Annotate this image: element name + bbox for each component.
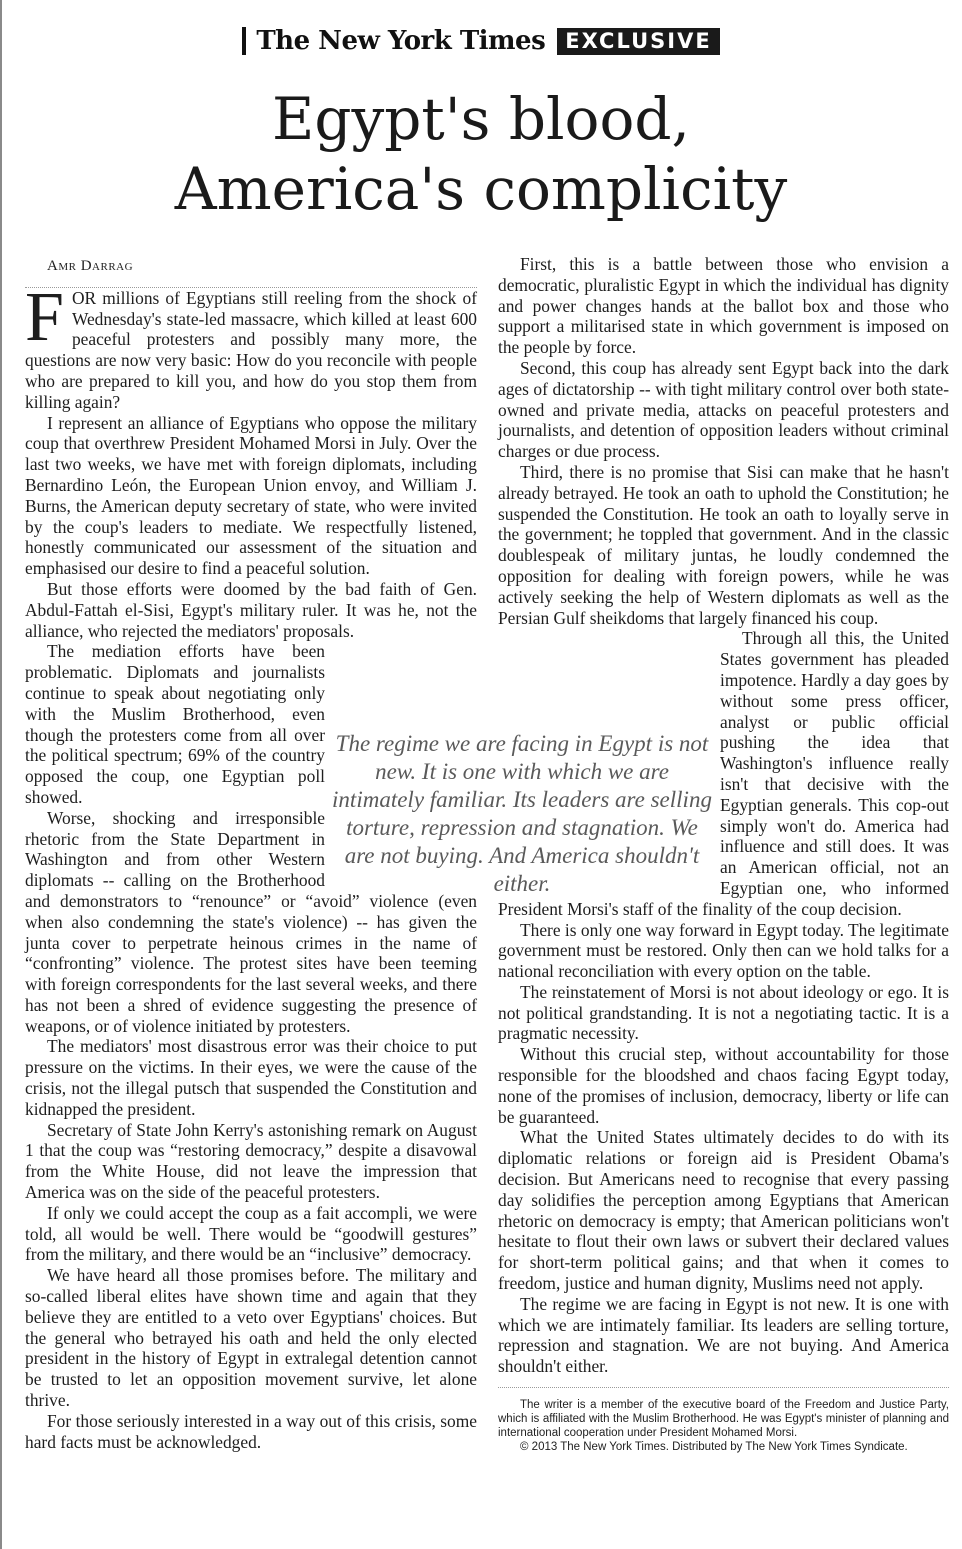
body-paragraph: The mediation efforts have been problematic. Diplomats and journalists continue to speak about negotiating only with the Muslim Brotherhood, even though the protesters come from all over the political spectrum; 69% of the country opposed the coup, one Egyptian poll showed.: [25, 641, 325, 807]
body-paragraph: What the United States ultimately decides to do with its diplomatic relations or foreign aid is President Obama's decision. But Americans need to recognise that every passing day solidifies the perception among Egyptians that American rhetoric on democracy is empty; that American politicians won't hesitate to flout their own laws or subvert their declared values for short-term political gains; and that when it comes to freedom, justice and human dignity, Muslims need not apply.: [498, 1127, 949, 1294]
article-footnotes: [498, 1387, 949, 1454]
lead-paragraph: [25, 278, 477, 413]
drop-cap: F: [25, 278, 64, 356]
body-paragraph: Secretary of State John Kerry's astonishing remark on August 1 that the coup was “restoring democracy,” despite a disavowal from the White House, did not leave the impression that America was on the side of the peaceful protesters.: [25, 1119, 477, 1203]
body-paragraph: Without this crucial step, without accountability for those responsible for the bloodshed and chaos facing Egypt today, none of the promises of inclusion, democracy, liberty or life can be guaranteed.: [498, 1044, 949, 1127]
body-paragraph: We have heard all those promises before. The military and so-called liberal elites have shown time and again that they believe they are entitled to a veto over Egyptians' choices. But the general who betrayed his oath and held the only elected president in the history of Egypt in extralegal detention cannot be trusted to let an opposition movement survive, let alone thrive.: [25, 1265, 477, 1411]
author-bio: The writer is a member of the executive board of the Freedom and Justice Party, which is affiliated with the Muslim Brotherhood. He was Egypt's minister of planning and international cooperation under President Mohamed Morsi.: [498, 1399, 949, 1440]
lead-text: millions of Egyptians still reeling from the shock of Wednesday's state-led massacre, which killed at least 600 peaceful protesters and possibly many more, the questions are now very basic: How do you reconcile with people who are prepared to kill you, and how do you stop them from killing again?: [25, 287, 477, 412]
byline: Amr Darrag: [25, 256, 477, 288]
body-paragraph: The regime we are facing in Egypt is not new. It is one with which we are intimately familiar. Its leaders are selling torture, repression and stagnation. We are not buying. And America shouldn't either.: [498, 1293, 949, 1377]
headline-line-2: America's complicity: [174, 155, 788, 223]
pull-quote: The regime we are facing in Egypt is not new. It is one with which we are intimately familiar. Its leaders are selling torture, repression and stagnation. We are not buying. And America shouldn't either.: [332, 731, 712, 896]
copyright-line: © 2013 The New York Times. Distributed by The New York Times Syndicate.: [520, 1441, 908, 1454]
masthead: [0, 26, 962, 62]
page-edge-rule: [0, 0, 2, 1549]
nyt-logo: The New York Times: [256, 26, 546, 56]
headline-line-1: Egypt's blood,: [272, 85, 690, 153]
body-paragraph: Through all this, the United States government has pleaded impotence. Hardly a day goes by without some press officer, analyst or public official pushing the idea that Washington's influence really isn't that decisive with the Egyptian generals. This cop-out simply won't do. America had influence and still does. It was an American official, not an Egyptian one, who informed President Morsi's staff of the finality of the coup decision.: [498, 628, 949, 919]
body-paragraph: If only we could accept the coup as a fait accompli, we were told, all would be well. There would be “goodwill gestures” from the military, and there would be an “inclusive” democracy.: [25, 1202, 477, 1265]
masthead-rule: [242, 27, 246, 55]
body-paragraph: For those seriously interested in a way out of this crisis, some hard facts must be acknowledged.: [25, 1410, 477, 1452]
lead-opener: OR: [71, 287, 97, 308]
body-paragraph: But those efforts were doomed by the bad faith of Gen. Abdul-Fattah el-Sisi, Egypt's military ruler. It was he, not the alliance, who rejected the mediators' proposals.: [25, 578, 477, 641]
body-paragraph: There is only one way forward in Egypt today. The legitimate government must be restored. Only then can we hold talks for a national reconciliation with every option on the table.: [498, 919, 949, 982]
body-paragraph: The reinstatement of Morsi is not about ideology or ego. It is not political grandstanding. It is not a negotiating tactic. It is a pragmatic necessity.: [498, 981, 949, 1044]
body-paragraph: Second, this coup has already sent Egypt back into the dark ages of dictatorship -- with tight military control over both state-owned and private media, attacks on peaceful protesters and journalists, and detention of opposition leaders without criminal charges or due process.: [498, 357, 949, 462]
body-paragraph: First, this is a battle between those who envision a democratic, pluralistic Egypt in which the individual has dignity and power changes hands at the ballot box and those who support a militarised state in which government is imposed on the people by force.: [498, 254, 949, 358]
body-paragraph: Worse, shocking and irresponsible rhetoric from the State Department in Washington and from other Western diplomats -- calling on the Brotherhood and demonstrators to “renounce” or “avoid” violence (even when also condemning the state's violence) -- has given the junta cover to perpetrate heinous crimes in the name of “confronting” violence. The protest sites have been teeming with foreign correspondents for the last several weeks, and there has not been a shred of evidence suggesting the presence of weapons, or of violence initiated by protesters.: [25, 807, 477, 1036]
body-paragraph: I represent an alliance of Egyptians who oppose the military coup that overthrew President Mohamed Morsi in July. Over the last two weeks, we have met with foreign diplomats, including Bernardino León, the European Union envoy, and William J. Burns, the American deputy secretary of state, who were invited by the coup's leaders to mediate. We respectfully listened, honestly communicated our assessment of the situation and emphasised our desire to find a peaceful solution.: [25, 412, 477, 579]
body-paragraph: Third, there is no promise that Sisi can make that he hasn't already betrayed. He took an oath to uphold the Constitution; he suspended the Constitution. He took an oath to loyally serve in the government; he toppled that government. And in the classic doublespeak of military juntas, he loudly condemned the opposition for dealing with foreign powers, while he was actively seeking the help of Western diplomats as well as the Persian Gulf sheikdoms that largely financed his coup.: [498, 461, 949, 628]
body-paragraph: The mediators' most disastrous error was their choice to put pressure on the victims. In their eyes, we were the cause of the crisis, not the illegal putsch that suspended the Constitution and kidnapped the president.: [25, 1036, 477, 1119]
exclusive-badge: EXCLUSIVE: [557, 28, 719, 55]
headline: [0, 84, 962, 224]
